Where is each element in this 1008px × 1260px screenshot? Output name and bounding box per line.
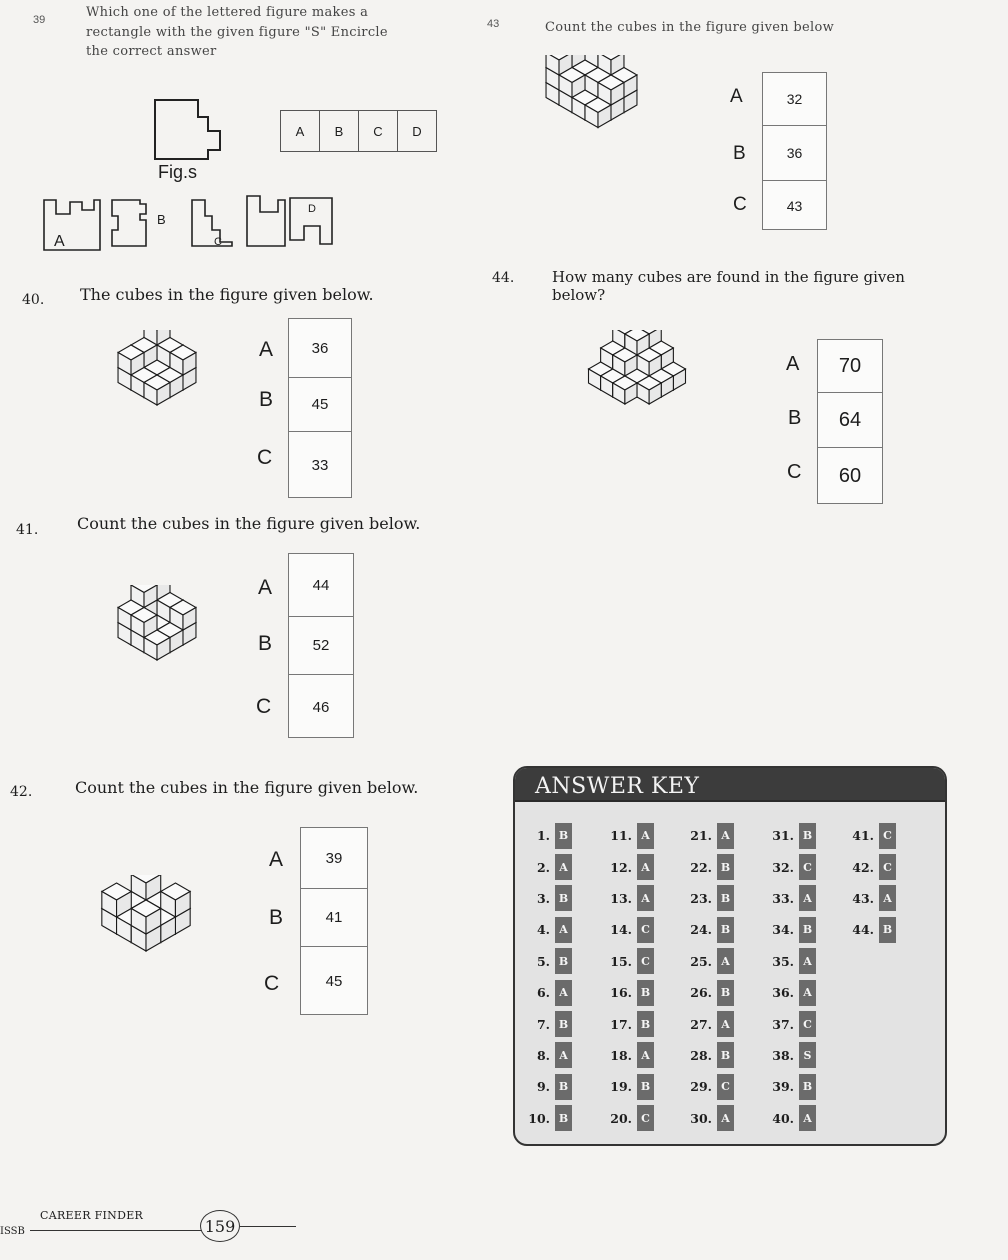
answer-key-question-number: 40. — [772, 1110, 794, 1126]
q40-option-c-letter: C — [257, 446, 273, 469]
q39-piece-c: C — [214, 236, 222, 248]
answer-key-panel — [513, 766, 947, 1146]
answer-key-answer: A — [799, 885, 816, 911]
answer-key-row — [769, 851, 816, 882]
q40-option-a-letter: A — [259, 338, 274, 361]
answer-key-title: ANSWER KEY — [535, 774, 700, 799]
answer-key-answer: B — [717, 917, 734, 943]
q39-piece-a: A — [54, 233, 65, 250]
answer-key-answer: A — [717, 1105, 734, 1131]
q39-fig-label: Fig.s — [158, 162, 198, 182]
answer-key-question-number: 22. — [690, 859, 712, 875]
answer-key-answer: A — [799, 1105, 816, 1131]
answer-key-answer: A — [717, 823, 734, 849]
answer-key-answer: B — [717, 1042, 734, 1068]
answer-key-question-number: 29. — [690, 1079, 712, 1095]
answer-key-question-number: 19. — [610, 1079, 632, 1095]
q44-line2: below? — [552, 286, 606, 304]
answer-key-row — [607, 883, 654, 914]
q44-option-b[interactable]: 64 — [818, 392, 882, 447]
q39-line3: the correct answer — [86, 44, 217, 59]
q42-text: Count the cubes in the figure given below. — [75, 778, 419, 797]
answer-key-row — [687, 914, 734, 945]
q42-option-c[interactable]: 45 — [301, 946, 367, 1016]
answer-key-question-number: 11. — [610, 828, 632, 844]
q44-option-c[interactable]: 60 — [818, 447, 882, 505]
answer-key-question-number: 32. — [772, 859, 794, 875]
answer-key-row — [769, 1040, 816, 1071]
answer-key-row — [849, 851, 896, 882]
answer-key-row — [525, 914, 572, 945]
answer-key-answer: B — [799, 1074, 816, 1100]
answer-key-answer: A — [637, 823, 654, 849]
answer-key-question-number: 34. — [772, 922, 794, 938]
answer-key-answer: A — [879, 885, 896, 911]
answer-key-question-number: 17. — [610, 1016, 632, 1032]
answer-key-row — [525, 883, 572, 914]
answer-key-answer: A — [637, 1042, 654, 1068]
q42-options-box — [300, 827, 368, 1015]
answer-key-answer: C — [637, 917, 654, 943]
q41-number: 41. — [16, 522, 39, 538]
answer-key-question-number: 28. — [690, 1047, 712, 1063]
answer-key-row — [607, 1103, 654, 1134]
answer-key-answer: C — [717, 1074, 734, 1100]
footer-rule-right — [240, 1226, 296, 1227]
answer-key-header — [515, 768, 945, 802]
q43-option-c-letter: C — [733, 194, 747, 215]
answer-key-row — [769, 946, 816, 977]
q39-number: 39 — [33, 14, 46, 26]
answer-key-answer: A — [637, 854, 654, 880]
answer-key-row — [687, 851, 734, 882]
answer-key-answer: B — [555, 885, 572, 911]
q42-cube-figure — [66, 875, 226, 1015]
answer-key-row — [525, 946, 572, 977]
answer-key-row — [607, 851, 654, 882]
answer-key-question-number: 39. — [772, 1079, 794, 1095]
q44-cube-figure — [542, 330, 742, 510]
q41-text: Count the cubes in the figure given below. — [77, 514, 421, 533]
q41-options-box — [288, 553, 354, 738]
answer-key-row — [607, 914, 654, 945]
q43-option-a-letter: A — [730, 86, 743, 107]
q43-option-c[interactable]: 43 — [763, 180, 826, 231]
answer-key-row — [607, 1071, 654, 1102]
answer-key-answer: C — [879, 854, 896, 880]
q40-option-b[interactable]: 45 — [289, 377, 351, 431]
answer-key-answer: A — [637, 885, 654, 911]
answer-key-question-number: 41. — [852, 828, 874, 844]
answer-key-question-number: 12. — [610, 859, 632, 875]
q43-option-b-letter: B — [733, 143, 746, 164]
answer-key-row — [607, 1008, 654, 1039]
answer-key-question-number: 35. — [772, 953, 794, 969]
answer-key-answer: C — [637, 948, 654, 974]
answer-key-answer: A — [799, 980, 816, 1006]
q39-choice-b[interactable]: B — [319, 111, 358, 151]
answer-key-question-number: 36. — [772, 985, 794, 1001]
answer-key-row — [607, 1040, 654, 1071]
q40-option-a[interactable]: 36 — [311, 339, 329, 357]
answer-key-row — [687, 977, 734, 1008]
answer-key-row — [687, 1103, 734, 1134]
q43-cube-figure — [515, 55, 715, 215]
q41-option-b[interactable]: 52 — [289, 616, 353, 674]
answer-key-question-number: 30. — [690, 1110, 712, 1126]
answer-key-row — [687, 883, 734, 914]
q43-number: 43 — [487, 18, 500, 30]
answer-key-answer: B — [717, 885, 734, 911]
q44-option-b-letter: B — [788, 407, 802, 429]
answer-key-question-number: 13. — [610, 890, 632, 906]
answer-key-answer: B — [799, 917, 816, 943]
answer-key-question-number: 7. — [536, 1016, 550, 1032]
q44-number: 44. — [492, 270, 515, 286]
answer-key-column — [687, 820, 734, 1134]
q39-choice-table — [280, 110, 437, 152]
page-number: 159 — [200, 1210, 240, 1242]
answer-key-answer: A — [799, 948, 816, 974]
q40-option-b-letter: B — [259, 388, 274, 411]
answer-key-answer: B — [637, 1011, 654, 1037]
answer-key-answer: B — [555, 1011, 572, 1037]
answer-key-answer: B — [717, 854, 734, 880]
q44-line1: How many cubes are found in the figure given — [552, 268, 905, 286]
q44-options-box — [817, 339, 883, 504]
answer-key-column — [769, 820, 816, 1134]
q39-line1: Which one of the lettered figure makes a — [86, 5, 369, 20]
q39-choice-a[interactable]: A — [295, 123, 305, 139]
q39-choice-d[interactable]: D — [397, 111, 436, 151]
q43-text: Count the cubes in the figure given below — [545, 20, 835, 35]
answer-key-question-number: 42. — [852, 859, 874, 875]
answer-key-answer: B — [799, 823, 816, 849]
answer-key-answer: B — [879, 917, 896, 943]
q41-option-c[interactable]: 46 — [289, 674, 353, 739]
answer-key-question-number: 14. — [610, 922, 632, 938]
answer-key-answer: C — [637, 1105, 654, 1131]
q42-option-a[interactable]: 39 — [325, 849, 343, 867]
answer-key-row — [607, 946, 654, 977]
q42-number: 42. — [10, 784, 33, 800]
answer-key-question-number: 2. — [536, 859, 550, 875]
q39-choice-c[interactable]: C — [358, 111, 397, 151]
q43-option-b[interactable]: 36 — [763, 125, 826, 180]
answer-key-question-number: 27. — [690, 1016, 712, 1032]
answer-key-answer: C — [799, 854, 816, 880]
answer-key-row — [687, 1040, 734, 1071]
answer-key-row — [525, 820, 572, 851]
answer-key-answer: A — [555, 1042, 572, 1068]
answer-key-row — [687, 1071, 734, 1102]
answer-key-row — [849, 914, 896, 945]
answer-key-row — [525, 1071, 572, 1102]
answer-key-row — [849, 820, 896, 851]
footer-issb: ISSB — [0, 1226, 25, 1237]
answer-key-question-number: 5. — [536, 953, 550, 969]
q41-option-a[interactable]: 44 — [312, 576, 330, 594]
q40-options-box — [288, 318, 352, 498]
answer-key-row — [769, 914, 816, 945]
q39-piece-b: B — [157, 212, 166, 227]
answer-key-row — [769, 977, 816, 1008]
q40-number: 40. — [22, 292, 45, 308]
q40-cube-figure — [82, 330, 232, 480]
answer-key-question-number: 20. — [610, 1110, 632, 1126]
q39-piece-d: D — [308, 203, 316, 215]
answer-key-question-number: 23. — [690, 890, 712, 906]
answer-key-answer: B — [555, 823, 572, 849]
answer-key-question-number: 16. — [610, 985, 632, 1001]
answer-key-question-number: 4. — [536, 922, 550, 938]
answer-key-row — [769, 883, 816, 914]
answer-key-question-number: 15. — [610, 953, 632, 969]
q39-figure-s — [150, 95, 240, 165]
q41-option-a-letter: A — [258, 576, 273, 599]
answer-key-answer: A — [717, 948, 734, 974]
answer-key-answer: B — [555, 1105, 572, 1131]
answer-key-question-number: 38. — [772, 1047, 794, 1063]
answer-key-row — [687, 946, 734, 977]
answer-key-answer: A — [555, 980, 572, 1006]
q44-option-c-letter: C — [787, 461, 802, 483]
answer-key-question-number: 21. — [690, 828, 712, 844]
answer-key-question-number: 8. — [536, 1047, 550, 1063]
answer-key-row — [525, 851, 572, 882]
answer-key-row — [525, 1040, 572, 1071]
q42-option-b-letter: B — [269, 906, 284, 929]
answer-key-answer: C — [879, 823, 896, 849]
answer-key-row — [769, 1008, 816, 1039]
answer-key-question-number: 31. — [772, 828, 794, 844]
answer-key-row — [849, 883, 896, 914]
answer-key-question-number: 37. — [772, 1016, 794, 1032]
answer-key-row — [687, 820, 734, 851]
answer-key-answer: B — [717, 980, 734, 1006]
answer-key-question-number: 6. — [536, 985, 550, 1001]
q40-option-c[interactable]: 33 — [289, 431, 351, 499]
answer-key-question-number: 44. — [852, 922, 874, 938]
q44-option-a[interactable]: 70 — [838, 354, 862, 377]
q41-cube-figure — [82, 585, 232, 735]
answer-key-question-number: 3. — [536, 890, 550, 906]
q44-option-a-letter: A — [786, 353, 800, 375]
q43-option-a[interactable]: 32 — [786, 91, 803, 107]
answer-key-question-number: 9. — [536, 1079, 550, 1095]
answer-key-answer: B — [637, 1074, 654, 1100]
answer-key-answer: A — [717, 1011, 734, 1037]
answer-key-question-number: 25. — [690, 953, 712, 969]
answer-key-question-number: 26. — [690, 985, 712, 1001]
answer-key-column — [525, 820, 572, 1134]
answer-key-column — [607, 820, 654, 1134]
answer-key-row — [525, 1103, 572, 1134]
answer-key-question-number: 43. — [852, 890, 874, 906]
answer-key-answer: A — [555, 917, 572, 943]
answer-key-answer: A — [555, 854, 572, 880]
answer-key-answer: B — [555, 1074, 572, 1100]
answer-key-question-number: 24. — [690, 922, 712, 938]
q41-option-b-letter: B — [258, 632, 273, 655]
answer-key-answer: C — [799, 1011, 816, 1037]
answer-key-question-number: 10. — [528, 1110, 550, 1126]
answer-key-row — [607, 820, 654, 851]
answer-key-answer: S — [799, 1042, 816, 1068]
answer-key-row — [525, 1008, 572, 1039]
q42-option-a-letter: A — [269, 848, 284, 871]
answer-key-column — [849, 820, 896, 946]
answer-key-answer: B — [637, 980, 654, 1006]
answer-key-question-number: 18. — [610, 1047, 632, 1063]
answer-key-answer: B — [555, 948, 572, 974]
q39-line2: rectangle with the given figure "S" Encircle — [86, 25, 388, 40]
answer-key-question-number: 1. — [536, 828, 550, 844]
q42-option-b[interactable]: 41 — [301, 888, 367, 946]
q42-option-c-letter: C — [264, 972, 280, 995]
answer-key-row — [769, 1071, 816, 1102]
q41-option-c-letter: C — [256, 695, 272, 718]
answer-key-row — [607, 977, 654, 1008]
footer-rule-left — [30, 1230, 202, 1231]
q39-pieces — [42, 190, 342, 255]
answer-key-row — [687, 1008, 734, 1039]
q40-text: The cubes in the figure given below. — [80, 285, 374, 304]
answer-key-row — [769, 820, 816, 851]
q43-options-box — [762, 72, 827, 230]
answer-key-question-number: 33. — [772, 890, 794, 906]
footer-brand: CAREER FINDER — [40, 1209, 144, 1222]
answer-key-row — [525, 977, 572, 1008]
answer-key-row — [769, 1103, 816, 1134]
